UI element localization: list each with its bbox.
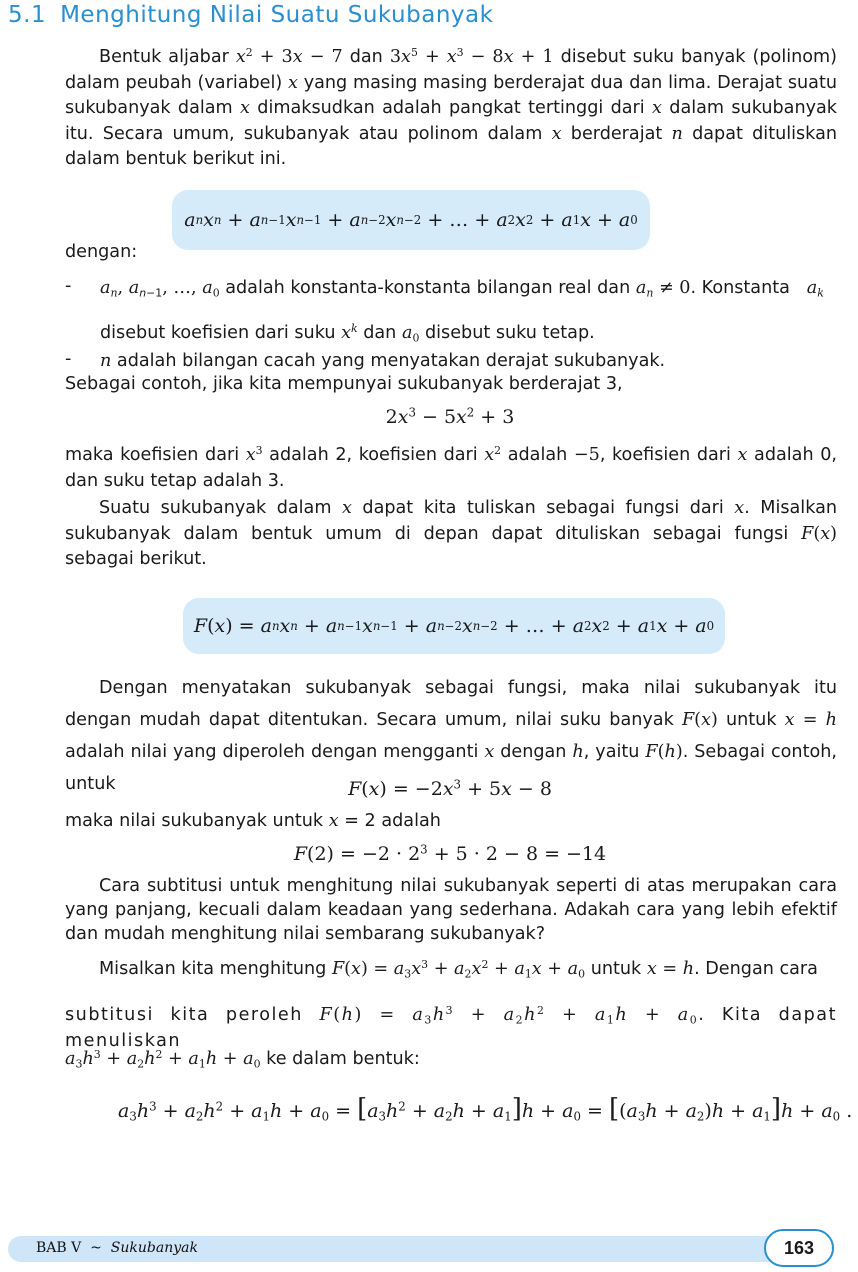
section-title: Menghitung Nilai Suatu Sukubanyak — [60, 2, 494, 28]
section-heading — [8, 2, 493, 28]
function-paragraph: Suatu sukubanyak dalam x dapat kita tuliskan sebagai fungsi dari x. Misalkan sukubanyak dalam bentuk umum di depan dapat dituliskan sebagai fungsi F(x) sebagai berikut. — [65, 498, 837, 569]
footer-chapter: BAB V ~ Sukubanyak — [36, 1240, 198, 1256]
dengan-label: dengan: — [65, 242, 138, 262]
horner-intro-line3: $a_3h^3 + a_2h^2 + a_1h + a_0$ ke dalam bentuk: — [65, 1048, 420, 1071]
example-polynomial: $2x^3 - 5x^2 + 3$ — [385, 405, 515, 428]
bullet-1-line2: disebut koefisien dari suku $x^k$ dan $a_0$ disebut suku tetap. — [100, 322, 595, 345]
example-value-computation: $F(2) = -2 \cdot 2^3 + 5 \cdot 2 - 8 = -14$ — [293, 842, 607, 865]
function-polynomial-formula: F ( x ) = a n x n + a n−1 x n−1 + a n−2 x n−2 + … + a 2 x 2 + a 1 x + a 0 — [183, 598, 725, 654]
substitution-paragraph: Cara subtitusi untuk menghitung nilai sukubanyak seperti di atas merupakan cara yang panjang, kecuali dalam keadaan yang sederhana. Adakah cara yang lebih efektif dan mudah menghitung nilai sembarang sukubanyak? — [65, 876, 837, 944]
evaluation-paragraph: Dengan menyatakan sukubanyak sebagai fungsi, maka nilai sukubanyak itu dengan mudah dapat ditentukan. Secara umum, nilai suku banyak F(x) untuk x = h adalah nilai yang diperoleh dengan mengganti x dengan h, yaitu F(h). Sebagai contoh, untuk — [65, 678, 837, 794]
page-number: 163 — [764, 1229, 834, 1267]
horner-intro-line1: Misalkan kita menghitung $F(x) = a_3x^3 + a_2x^2 + a_1x + a_0$ untuk x = h. Dengan cara — [99, 958, 818, 981]
bullet-dash-2: - — [65, 349, 72, 369]
bullet-2: n adalah bilangan cacah yang menyatakan derajat sukubanyak. — [100, 351, 666, 371]
intro-paragraph: Bentuk aljabar $x^2 + 3x - 7$ dan $3x^5 + x^3 - 8x + 1$ disebut suku banyak (polinom) dalam peubah (variabel) x yang masing masing berderajat dua dan lima. Derajat suatu sukubanyak dalam x dimaksudkan adalah pangkat tertinggi dari x dalam sukubanyak itu. Secara umum, sukubanyak atau polinom dalam x berderajat n dapat dituliskan dalam bentuk berikut ini. — [65, 46, 838, 169]
section-number: 5.1 — [8, 2, 47, 28]
general-polynomial-formula: a n x n + a n −1 x n−1 + a n−2 x n−2 + … + a 2 x 2 + a 1 x + a 0 — [172, 190, 650, 250]
horner-intro-line2: subtitusi kita peroleh $F(h) = a_3h^3 + a_2h^2 + a_1h + a_0$. Kita dapat menuliskan — [65, 1004, 837, 1051]
example-coefficients: maka koefisien dari $x^3$ adalah 2, koefisien dari $x^2$ adalah −5, koefisien dari x adalah 0, dan suku tetap adalah 3. — [65, 444, 837, 491]
example-value-intro: maka nilai sukubanyak untuk x = 2 adalah — [65, 811, 441, 831]
example-intro: Sebagai contoh, jika kita mempunyai sukubanyak berderajat 3, — [65, 374, 623, 394]
horner-form: $a_3h^3 + a_2h^2 + a_1h + a_0 = [a_3h^2 + a_2h + a_1]h + a_0 = [(a_3h + a_2)h + a_1]h + a_0$ . — [118, 1094, 853, 1124]
bullet-1-line1: $a_n$, $a_{n-1}$, …, $a_0$ adalah konstanta-konstanta bilangan real dan $a_n \ne 0$. Konstanta $a_k$ — [100, 278, 824, 300]
bullet-dash-1: - — [65, 276, 72, 296]
example-function: $F(x) = -2x^3 + 5x - 8$ — [348, 777, 552, 800]
